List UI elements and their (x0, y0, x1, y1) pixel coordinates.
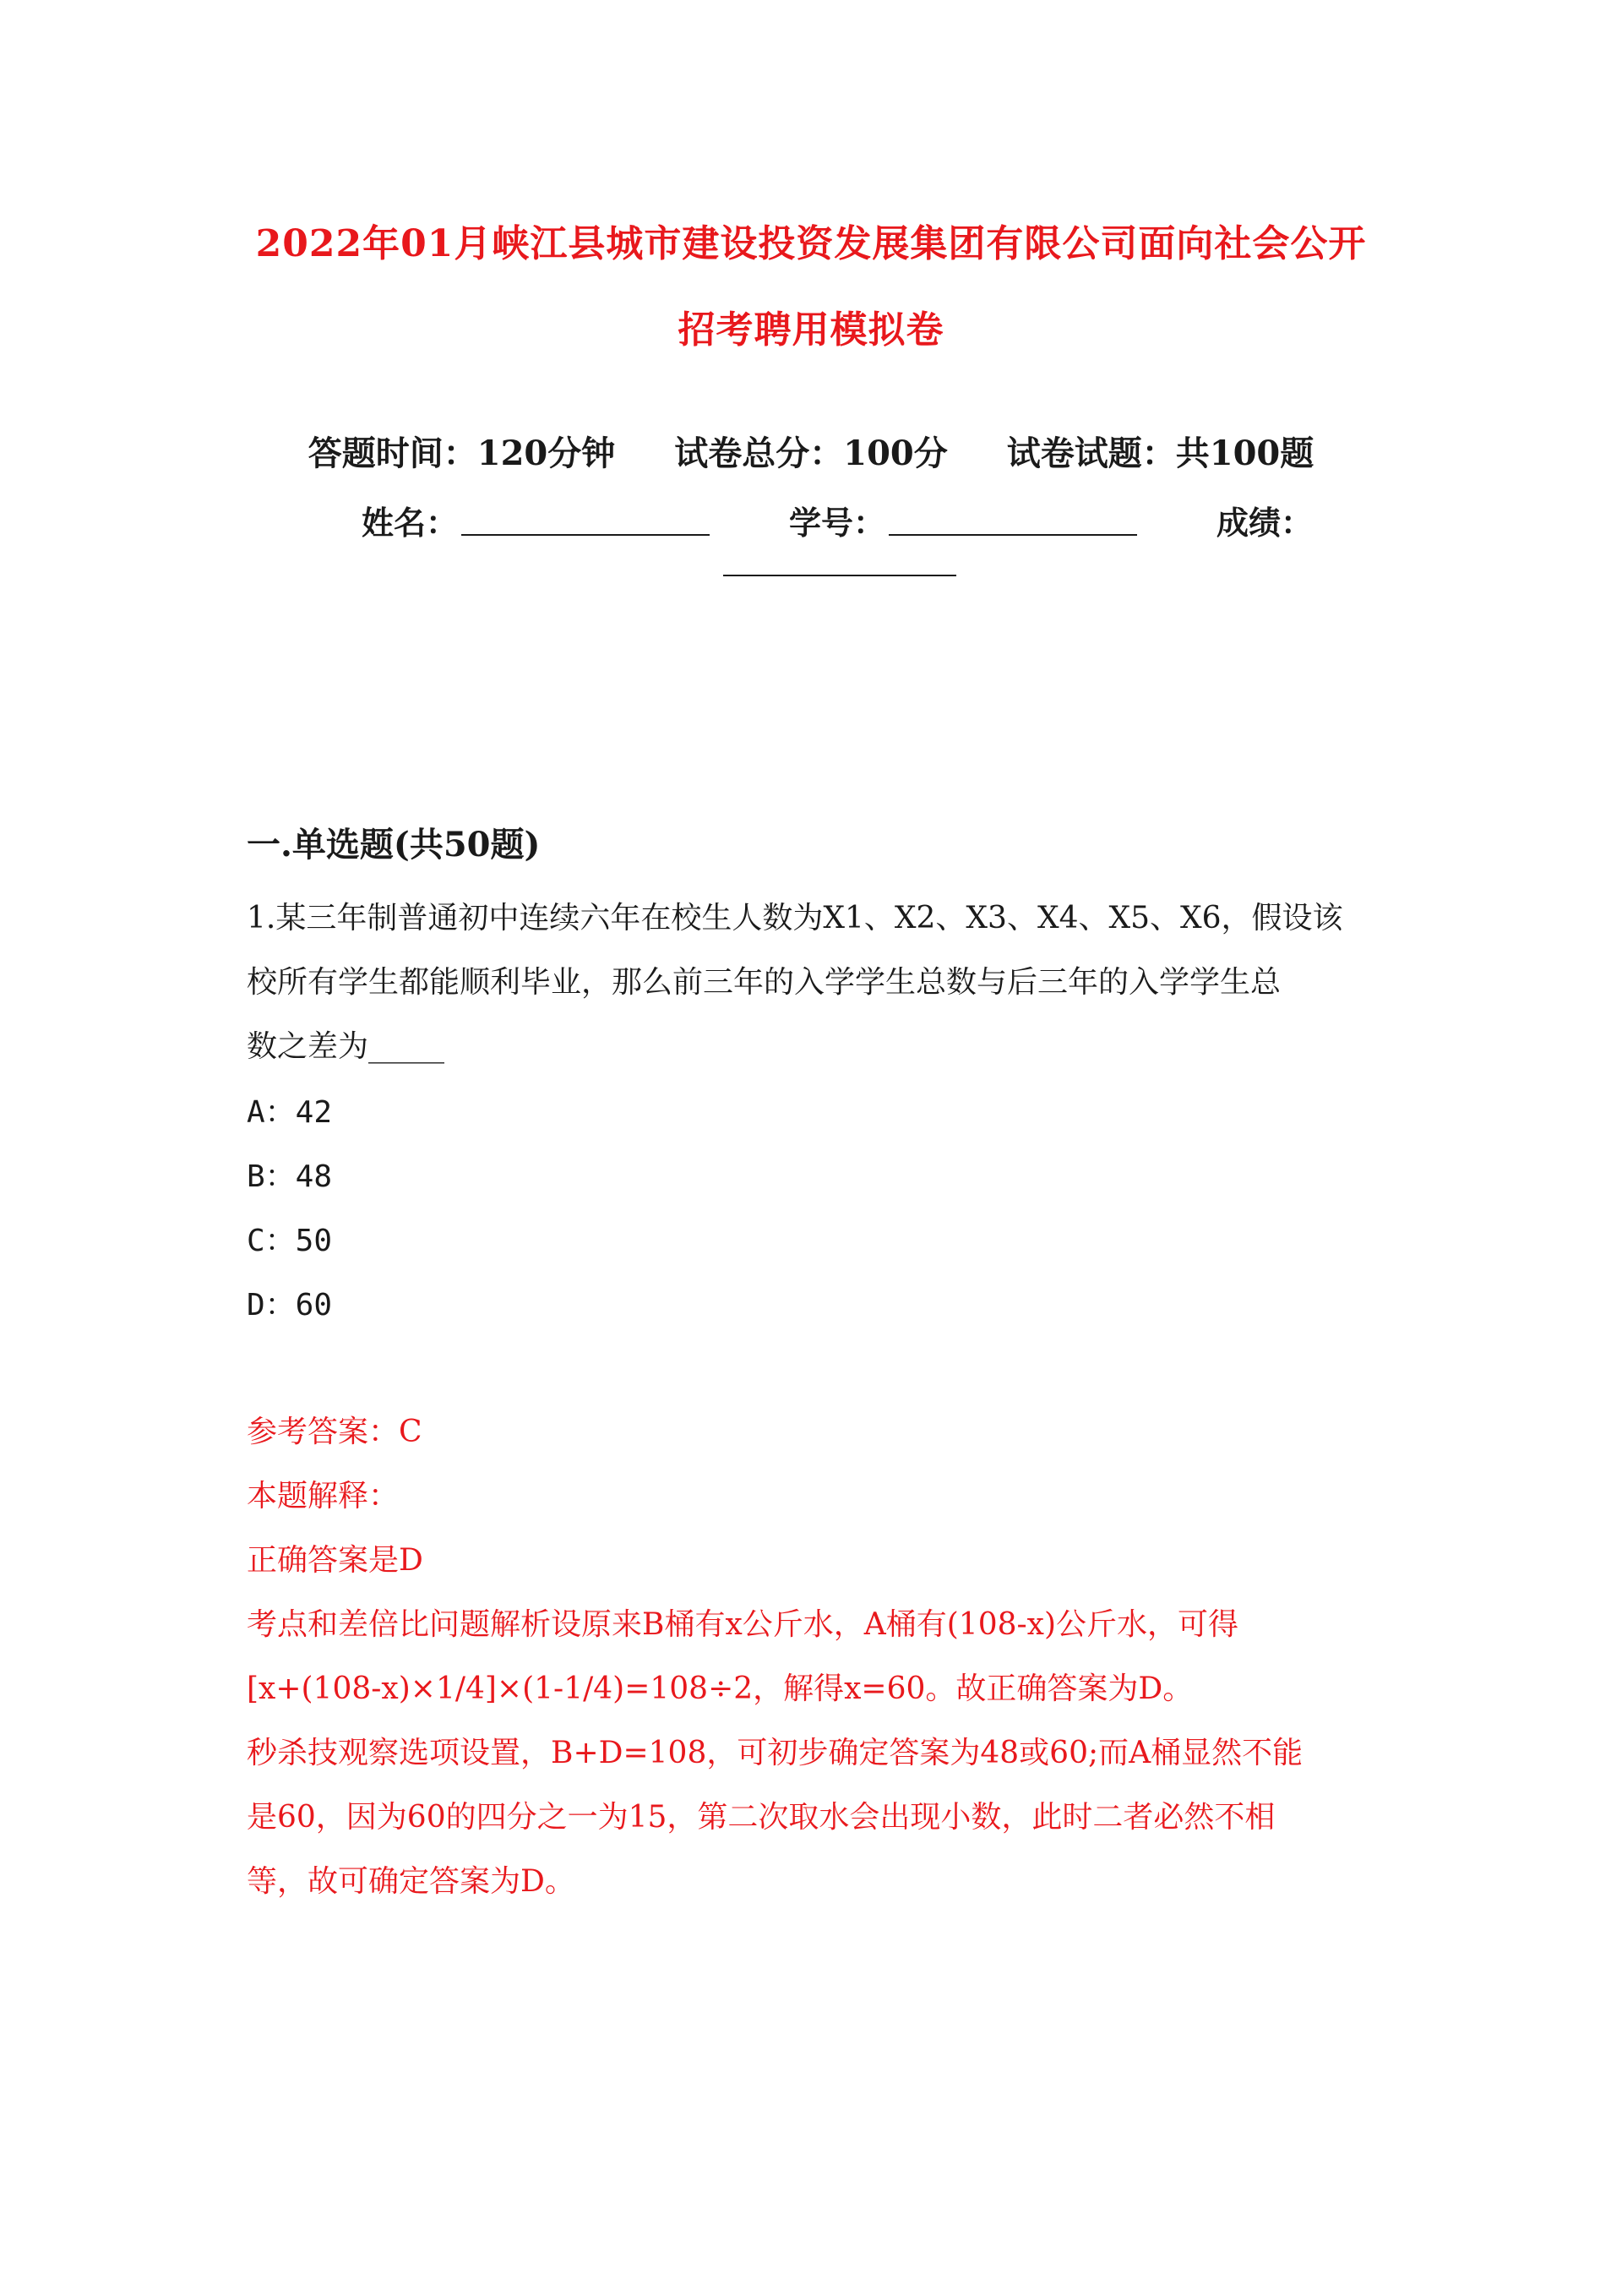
exam-meta-row (0, 427, 1622, 475)
explanation-line-3: [x+(108-x)×1/4]×(1-1/4)=108÷2，解得x=60。故正确答案为D。 (247, 1672, 1194, 1706)
exam-title-line-1: 2022年01月峡江县城市建设投资发展集团有限公司面向社会公开 (255, 222, 1367, 265)
section-heading: 一.单选题(共50题) (247, 825, 541, 864)
question-stem-line-3: 数之差为_____ (247, 1029, 445, 1064)
explanation-line-4: 秒杀技观察选项设置，B+D=108，可初步确定答案为48或60;而A桶显然不能 (247, 1736, 1304, 1770)
option-c[interactable]: C：50 (247, 1224, 333, 1258)
reference-answer: 参考答案：C (247, 1415, 422, 1449)
option-d[interactable]: D：60 (247, 1288, 333, 1323)
explanation-line-2: 考点和差倍比问题解析设原来B桶有x公斤水，A桶有(108-x)公斤水，可得 (247, 1607, 1239, 1642)
explanation-line-1: 正确答案是D (247, 1543, 423, 1578)
option-a[interactable]: A：42 (247, 1095, 333, 1130)
explanation-line-5: 是60，因为60的四分之一为15，第二次取水会出现小数，此时二者必然不相 (247, 1800, 1276, 1835)
score-label: 成绩： (1216, 504, 1314, 542)
exam-title-line-2: 招考聘用模拟卷 (678, 308, 944, 352)
score-blank[interactable] (723, 575, 956, 576)
explanation-label: 本题解释： (247, 1479, 400, 1513)
name-label: 姓名： (362, 504, 459, 542)
option-b[interactable]: B：48 (247, 1159, 333, 1194)
student-id-label: 学号： (789, 504, 886, 542)
exam-time: 答题时间：120分钟 (308, 434, 616, 473)
student-id-blank[interactable] (889, 534, 1137, 536)
question-stem-line-1: 1.某三年制普通初中连续六年在校生人数为X1、X2、X3、X4、X5、X6，假设该 (247, 901, 1343, 935)
total-score: 试卷总分：100分 (674, 434, 948, 473)
explanation-line-6: 等，故可确定答案为D。 (247, 1864, 575, 1899)
name-blank[interactable] (461, 534, 710, 536)
question-stem-line-2: 校所有学生都能顺利毕业，那么前三年的入学学生总数与后三年的入学学生总 (247, 965, 1282, 1000)
question-count: 试卷试题：共100题 (1006, 434, 1314, 473)
